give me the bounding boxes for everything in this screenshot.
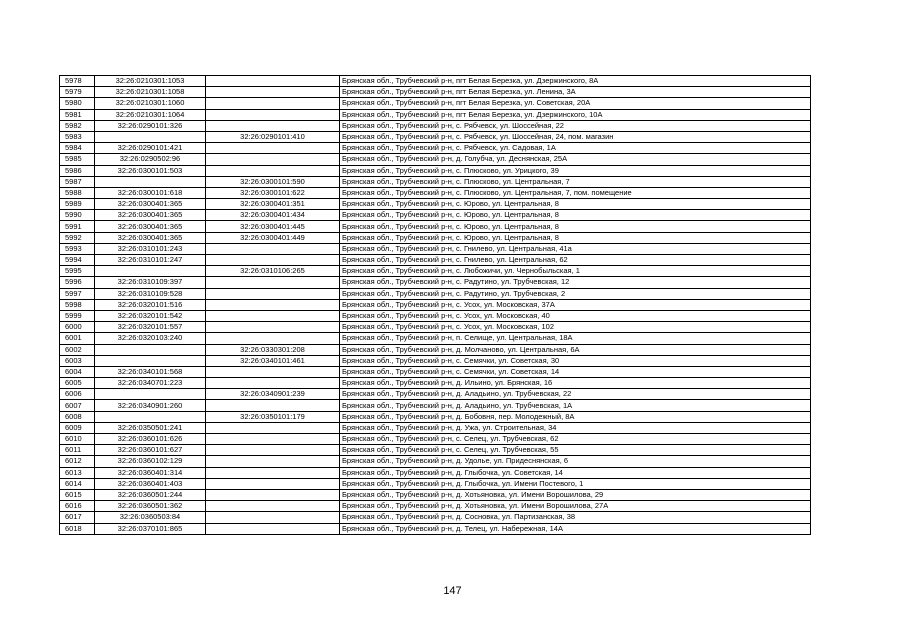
address-cell: Брянская обл., Трубчевский р-н, с. Гнилево, ул. Центральная, 41а (340, 243, 811, 254)
address-cell: Брянская обл., Трубчевский р-н, с. Радутино, ул. Трубчевская, 2 (340, 288, 811, 299)
table-row (60, 523, 811, 534)
row-number-cell: 6016 (60, 501, 95, 512)
table-row (60, 232, 811, 243)
address-cell: Брянская обл., Трубчевский р-н, д. Аладьино, ул. Трубчевская, 22 (340, 389, 811, 400)
land-cadastral-number-cell: 32:26:0360101:627 (95, 445, 206, 456)
address-cell: Брянская обл., Трубчевский р-н, д. Ильино, ул. Брянская, 16 (340, 378, 811, 389)
row-number-cell: 6003 (60, 355, 95, 366)
row-number-cell: 5998 (60, 299, 95, 310)
address-cell: Брянская обл., Трубчевский р-н, с. Рябчевск, ул. Шоссейная, 24, пом. магазин (340, 131, 811, 142)
address-cell: Брянская обл., Трубчевский р-н, д. Голубча, ул. Деснянская, 25А (340, 154, 811, 165)
table-row (60, 187, 811, 198)
land-cadastral-number-cell: 32:26:0290502:96 (95, 154, 206, 165)
row-number-cell: 5986 (60, 165, 95, 176)
address-cell: Брянская обл., Трубчевский р-н, д. Ужа, ул. Строительная, 34 (340, 422, 811, 433)
building-cadastral-number-cell: 32:26:0350101:179 (206, 411, 340, 422)
land-cadastral-number-cell (95, 355, 206, 366)
building-cadastral-number-cell: 32:26:0300401:445 (206, 221, 340, 232)
address-cell: Брянская обл., Трубчевский р-н, д. Глыбочка, ул. Советская, 14 (340, 467, 811, 478)
land-cadastral-number-cell: 32:26:0290101:326 (95, 120, 206, 131)
building-cadastral-number-cell (206, 277, 340, 288)
table-row (60, 333, 811, 344)
row-number-cell: 5984 (60, 143, 95, 154)
land-cadastral-number-cell: 32:26:0360501:244 (95, 489, 206, 500)
table-row (60, 445, 811, 456)
land-cadastral-number-cell: 32:26:0300101:618 (95, 187, 206, 198)
row-number-cell: 6001 (60, 333, 95, 344)
table-row (60, 422, 811, 433)
table-row (60, 243, 811, 254)
land-cadastral-number-cell: 32:26:0340701:223 (95, 378, 206, 389)
building-cadastral-number-cell (206, 467, 340, 478)
building-cadastral-number-cell (206, 512, 340, 523)
row-number-cell: 5990 (60, 210, 95, 221)
land-cadastral-number-cell (95, 131, 206, 142)
table-row (60, 378, 811, 389)
address-cell: Брянская обл., Трубчевский р-н, пгт Белая Березка, ул. Ленина, 3А (340, 87, 811, 98)
building-cadastral-number-cell (206, 255, 340, 266)
row-number-cell: 5985 (60, 154, 95, 165)
building-cadastral-number-cell: 32:26:0300401:449 (206, 232, 340, 243)
building-cadastral-number-cell (206, 478, 340, 489)
address-cell: Брянская обл., Трубчевский р-н, д. Хотьяновка, ул. Имени Ворошилова, 27А (340, 501, 811, 512)
land-cadastral-number-cell (95, 176, 206, 187)
row-number-cell: 6000 (60, 322, 95, 333)
address-cell: Брянская обл., Трубчевский р-н, с. Семячки, ул. Советская, 14 (340, 366, 811, 377)
address-cell: Брянская обл., Трубчевский р-н, пгт Белая Березка, ул. Дзержинского, 10А (340, 109, 811, 120)
building-cadastral-number-cell (206, 154, 340, 165)
row-number-cell: 5988 (60, 187, 95, 198)
row-number-cell: 5980 (60, 98, 95, 109)
building-cadastral-number-cell (206, 109, 340, 120)
row-number-cell: 5989 (60, 199, 95, 210)
table-row (60, 154, 811, 165)
address-cell: Брянская обл., Трубчевский р-н, п. Селище, ул. Центральная, 18А (340, 333, 811, 344)
table-row (60, 467, 811, 478)
row-number-cell: 5999 (60, 310, 95, 321)
row-number-cell: 5996 (60, 277, 95, 288)
table-row (60, 120, 811, 131)
land-cadastral-number-cell: 32:26:0210301:1060 (95, 98, 206, 109)
land-cadastral-number-cell: 32:26:0310101:247 (95, 255, 206, 266)
table-row (60, 366, 811, 377)
row-number-cell: 6004 (60, 366, 95, 377)
table-row (60, 400, 811, 411)
address-cell: Брянская обл., Трубчевский р-н, с. Усох, ул. Московская, 40 (340, 310, 811, 321)
land-cadastral-number-cell: 32:26:0300101:503 (95, 165, 206, 176)
land-cadastral-number-cell (95, 344, 206, 355)
land-cadastral-number-cell: 32:26:0360401:314 (95, 467, 206, 478)
table-row (60, 501, 811, 512)
row-number-cell: 6010 (60, 434, 95, 445)
land-cadastral-number-cell: 32:26:0210301:1064 (95, 109, 206, 120)
table-row (60, 299, 811, 310)
building-cadastral-number-cell (206, 243, 340, 254)
table-row (60, 355, 811, 366)
building-cadastral-number-cell (206, 76, 340, 87)
row-number-cell: 6014 (60, 478, 95, 489)
land-cadastral-number-cell: 32:26:0360501:362 (95, 501, 206, 512)
row-number-cell: 5992 (60, 232, 95, 243)
address-cell: Брянская обл., Трубчевский р-н, с. Плюсково, ул. Урицкого, 39 (340, 165, 811, 176)
address-cell: Брянская обл., Трубчевский р-н, с. Радутино, ул. Трубчевская, 12 (340, 277, 811, 288)
row-number-cell: 6015 (60, 489, 95, 500)
row-number-cell: 6007 (60, 400, 95, 411)
address-cell: Брянская обл., Трубчевский р-н, пгт Белая Березка, ул. Советская, 20А (340, 98, 811, 109)
land-cadastral-number-cell: 32:26:0320101:516 (95, 299, 206, 310)
address-cell: Брянская обл., Трубчевский р-н, с. Усох, ул. Московская, 102 (340, 322, 811, 333)
address-cell: Брянская обл., Трубчевский р-н, с. Юрово, ул. Центральная, 8 (340, 232, 811, 243)
row-number-cell: 5982 (60, 120, 95, 131)
table-row (60, 266, 811, 277)
address-cell: Брянская обл., Трубчевский р-н, с. Плюсково, ул. Центральная, 7 (340, 176, 811, 187)
table-row (60, 478, 811, 489)
land-cadastral-number-cell: 32:26:0320101:542 (95, 310, 206, 321)
building-cadastral-number-cell: 32:26:0300101:590 (206, 176, 340, 187)
land-cadastral-number-cell: 32:26:0350501:241 (95, 422, 206, 433)
row-number-cell: 6008 (60, 411, 95, 422)
land-cadastral-number-cell: 32:26:0310109:528 (95, 288, 206, 299)
table-row (60, 131, 811, 142)
land-cadastral-number-cell: 32:26:0300401:365 (95, 232, 206, 243)
row-number-cell: 5987 (60, 176, 95, 187)
building-cadastral-number-cell (206, 422, 340, 433)
building-cadastral-number-cell (206, 366, 340, 377)
row-number-cell: 6013 (60, 467, 95, 478)
address-cell: Брянская обл., Трубчевский р-н, с. Селец, ул. Трубчевская, 55 (340, 445, 811, 456)
row-number-cell: 5983 (60, 131, 95, 142)
address-cell: Брянская обл., Трубчевский р-н, с. Любожичи, ул. Чернобыльская, 1 (340, 266, 811, 277)
building-cadastral-number-cell (206, 120, 340, 131)
building-cadastral-number-cell (206, 445, 340, 456)
address-cell: Брянская обл., Трубчевский р-н, д. Сосновка, ул. Партизанская, 38 (340, 512, 811, 523)
row-number-cell: 6005 (60, 378, 95, 389)
building-cadastral-number-cell (206, 434, 340, 445)
land-cadastral-number-cell: 32:26:0360503:84 (95, 512, 206, 523)
address-cell: Брянская обл., Трубчевский р-н, с. Усох, ул. Московская, 37А (340, 299, 811, 310)
building-cadastral-number-cell (206, 400, 340, 411)
land-cadastral-number-cell: 32:26:0320101:557 (95, 322, 206, 333)
table-row (60, 199, 811, 210)
row-number-cell: 5997 (60, 288, 95, 299)
registry-table (59, 75, 811, 535)
table-row (60, 411, 811, 422)
row-number-cell: 6018 (60, 523, 95, 534)
table-row (60, 512, 811, 523)
building-cadastral-number-cell (206, 523, 340, 534)
building-cadastral-number-cell (206, 322, 340, 333)
table-row (60, 277, 811, 288)
row-number-cell: 5991 (60, 221, 95, 232)
row-number-cell: 5994 (60, 255, 95, 266)
address-cell: Брянская обл., Трубчевский р-н, с. Селец, ул. Трубчевская, 62 (340, 434, 811, 445)
table-row (60, 221, 811, 232)
row-number-cell: 5993 (60, 243, 95, 254)
building-cadastral-number-cell (206, 310, 340, 321)
table-row (60, 98, 811, 109)
address-cell: Брянская обл., Трубчевский р-н, с. Семячки, ул. Советская, 30 (340, 355, 811, 366)
table-row (60, 389, 811, 400)
building-cadastral-number-cell (206, 288, 340, 299)
building-cadastral-number-cell: 32:26:0330301:208 (206, 344, 340, 355)
land-cadastral-number-cell: 32:26:0310101:243 (95, 243, 206, 254)
building-cadastral-number-cell (206, 143, 340, 154)
land-cadastral-number-cell: 32:26:0300401:365 (95, 199, 206, 210)
building-cadastral-number-cell: 32:26:0340901:239 (206, 389, 340, 400)
address-cell: Брянская обл., Трубчевский р-н, с. Плюсково, ул. Центральная, 7, пом. помещение (340, 187, 811, 198)
table-row (60, 288, 811, 299)
building-cadastral-number-cell (206, 87, 340, 98)
building-cadastral-number-cell: 32:26:0290101:410 (206, 131, 340, 142)
building-cadastral-number-cell (206, 98, 340, 109)
row-number-cell: 6009 (60, 422, 95, 433)
row-number-cell: 6012 (60, 456, 95, 467)
land-cadastral-number-cell (95, 389, 206, 400)
address-cell: Брянская обл., Трубчевский р-н, с. Гнилево, ул. Центральная, 62 (340, 255, 811, 266)
table-row (60, 344, 811, 355)
row-number-cell: 5979 (60, 87, 95, 98)
land-cadastral-number-cell: 32:26:0290101:421 (95, 143, 206, 154)
row-number-cell: 5995 (60, 266, 95, 277)
table-row (60, 109, 811, 120)
table-row (60, 176, 811, 187)
building-cadastral-number-cell: 32:26:0300401:351 (206, 199, 340, 210)
row-number-cell: 5978 (60, 76, 95, 87)
land-cadastral-number-cell: 32:26:0340101:568 (95, 366, 206, 377)
land-cadastral-number-cell: 32:26:0360102:129 (95, 456, 206, 467)
table-row (60, 87, 811, 98)
address-cell: Брянская обл., Трубчевский р-н, с. Юрово, ул. Центральная, 8 (340, 221, 811, 232)
row-number-cell: 6017 (60, 512, 95, 523)
building-cadastral-number-cell: 32:26:0310106:265 (206, 266, 340, 277)
land-cadastral-number-cell: 32:26:0340901:260 (95, 400, 206, 411)
building-cadastral-number-cell (206, 299, 340, 310)
land-cadastral-number-cell: 32:26:0320103:240 (95, 333, 206, 344)
building-cadastral-number-cell (206, 378, 340, 389)
building-cadastral-number-cell: 32:26:0300101:622 (206, 187, 340, 198)
table-row (60, 456, 811, 467)
land-cadastral-number-cell: 32:26:0210301:1058 (95, 87, 206, 98)
table-row (60, 210, 811, 221)
table-row (60, 434, 811, 445)
land-cadastral-number-cell: 32:26:0300401:365 (95, 221, 206, 232)
table-row (60, 255, 811, 266)
row-number-cell: 6002 (60, 344, 95, 355)
building-cadastral-number-cell (206, 489, 340, 500)
land-cadastral-number-cell (95, 266, 206, 277)
land-cadastral-number-cell: 32:26:0300401:365 (95, 210, 206, 221)
address-cell: Брянская обл., Трубчевский р-н, д. Аладьино, ул. Трубчевская, 1А (340, 400, 811, 411)
page-number: 147 (443, 585, 462, 597)
land-cadastral-number-cell (95, 411, 206, 422)
building-cadastral-number-cell: 32:26:0300401:434 (206, 210, 340, 221)
table-row (60, 165, 811, 176)
table-row (60, 310, 811, 321)
address-cell: Брянская обл., Трубчевский р-н, д. Хотьяновка, ул. Имени Ворошилова, 29 (340, 489, 811, 500)
address-cell: Брянская обл., Трубчевский р-н, с. Рябчевск, ул. Шоссейная, 22 (340, 120, 811, 131)
building-cadastral-number-cell (206, 333, 340, 344)
address-cell: Брянская обл., Трубчевский р-н, д. Молчаново, ул. Центральная, 6А (340, 344, 811, 355)
building-cadastral-number-cell (206, 501, 340, 512)
row-number-cell: 5981 (60, 109, 95, 120)
address-cell: Брянская обл., Трубчевский р-н, д. Глыбочка, ул. Имени Постевого, 1 (340, 478, 811, 489)
address-cell: Брянская обл., Трубчевский р-н, д. Телец, ул. Набережная, 14А (340, 523, 811, 534)
building-cadastral-number-cell (206, 165, 340, 176)
building-cadastral-number-cell: 32:26:0340101:461 (206, 355, 340, 366)
registry-table-body (60, 76, 811, 535)
address-cell: Брянская обл., Трубчевский р-н, с. Юрово, ул. Центральная, 8 (340, 199, 811, 210)
table-row (60, 322, 811, 333)
land-cadastral-number-cell: 32:26:0360401:403 (95, 478, 206, 489)
address-cell: Брянская обл., Трубчевский р-н, с. Юрово, ул. Центральная, 8 (340, 210, 811, 221)
land-cadastral-number-cell: 32:26:0370101:865 (95, 523, 206, 534)
table-row (60, 143, 811, 154)
land-cadastral-number-cell: 32:26:0310109:397 (95, 277, 206, 288)
land-cadastral-number-cell: 32:26:0210301:1053 (95, 76, 206, 87)
land-cadastral-number-cell: 32:26:0360101:626 (95, 434, 206, 445)
table-row (60, 489, 811, 500)
address-cell: Брянская обл., Трубчевский р-н, пгт Белая Березка, ул. Дзержинского, 8А (340, 76, 811, 87)
address-cell: Брянская обл., Трубчевский р-н, д. Бобовня, пер. Молодежный, 8А (340, 411, 811, 422)
table-row (60, 76, 811, 87)
building-cadastral-number-cell (206, 456, 340, 467)
address-cell: Брянская обл., Трубчевский р-н, д. Удолье, ул. Придеснянская, 6 (340, 456, 811, 467)
row-number-cell: 6011 (60, 445, 95, 456)
row-number-cell: 6006 (60, 389, 95, 400)
address-cell: Брянская обл., Трубчевский р-н, с. Рябчевск, ул. Садовая, 1А (340, 143, 811, 154)
